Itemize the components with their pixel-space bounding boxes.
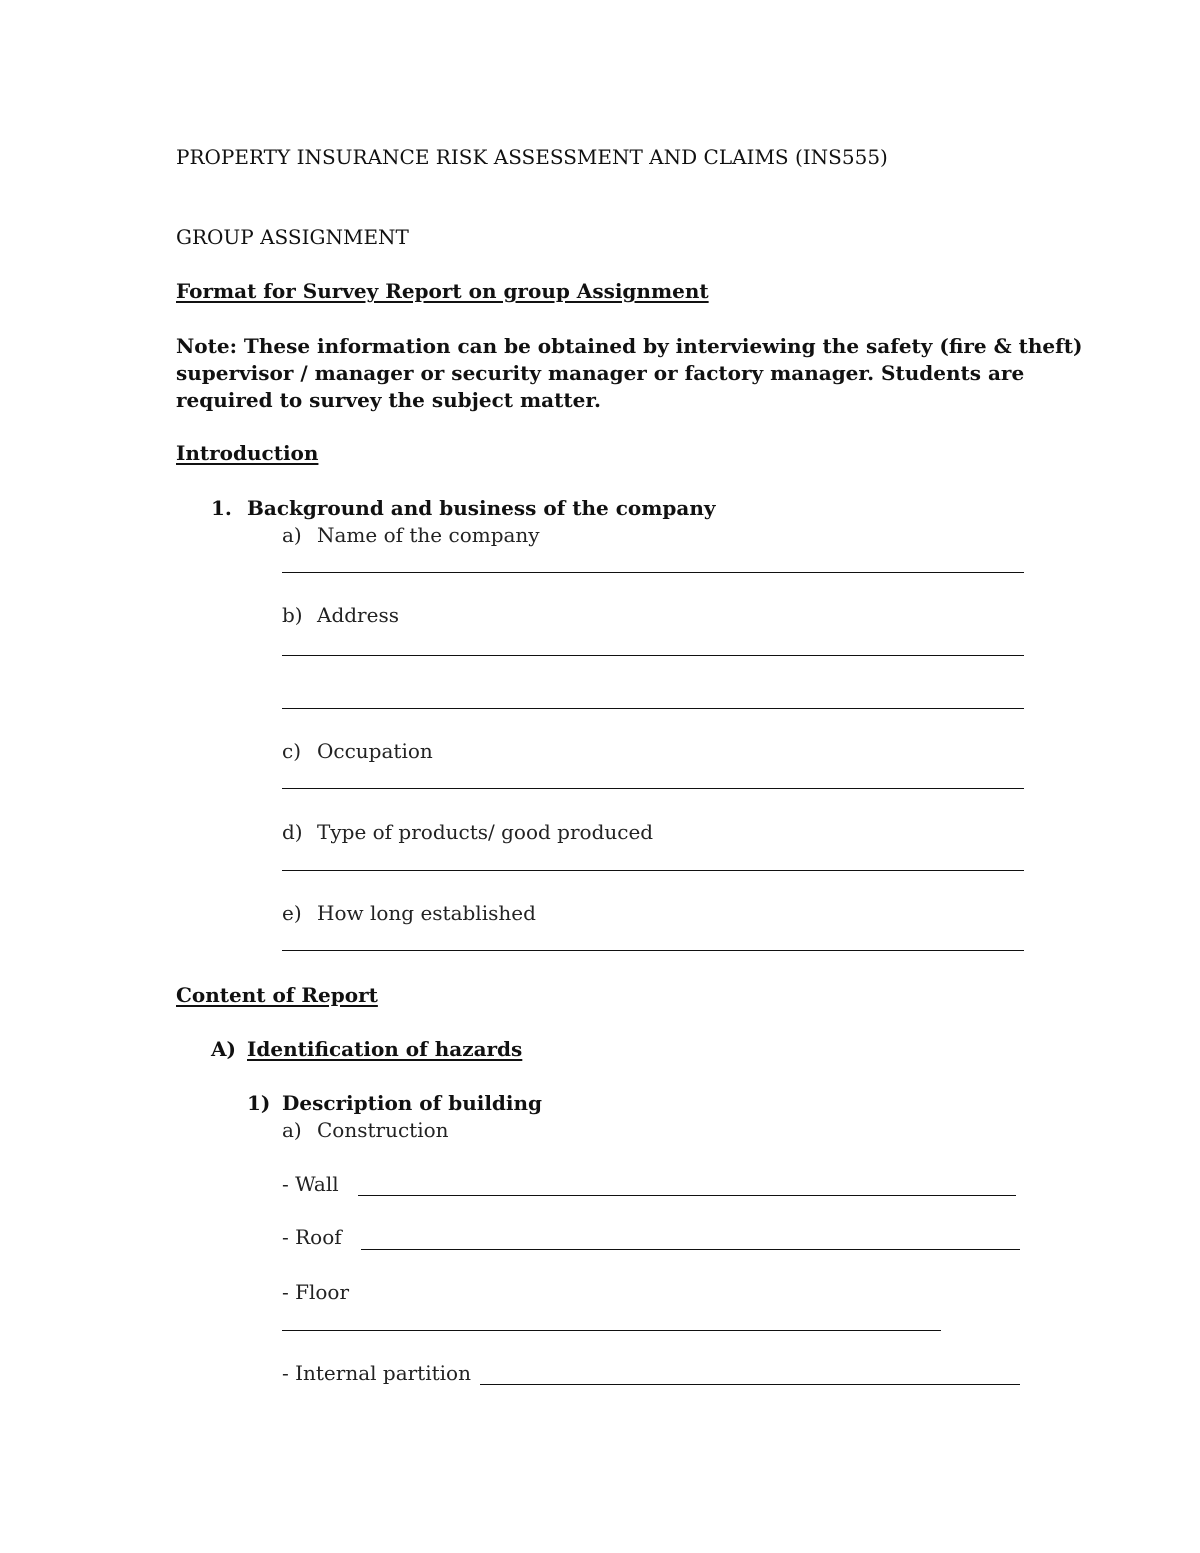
introduction-heading: Introduction (176, 441, 319, 465)
construction-label: Construction (317, 1118, 449, 1142)
assignment-type: GROUP ASSIGNMENT (176, 225, 409, 249)
established-answer-line[interactable] (282, 950, 1024, 951)
address-answer-line-2[interactable] (282, 708, 1024, 709)
note-line-1: Note: These information can be obtained by interviewing the safety (fire & theft) (176, 334, 1083, 358)
course-title: PROPERTY INSURANCE RISK ASSESSMENT AND CLAIMS (INS555) (176, 145, 888, 169)
item-b-marker: b) (282, 603, 303, 627)
format-heading: Format for Survey Report on group Assignment (176, 279, 709, 303)
item-a-marker: a) (282, 523, 302, 547)
wall-answer-line[interactable] (358, 1195, 1016, 1196)
section-1-title: Background and business of the company (247, 496, 716, 520)
construction-marker: a) (282, 1118, 302, 1142)
internal-partition-answer-line[interactable] (480, 1384, 1020, 1385)
item-c-label: Occupation (317, 739, 433, 763)
item-e-label: How long established (317, 901, 536, 925)
content-heading: Content of Report (176, 983, 378, 1007)
item-d-label: Type of products/ good produced (317, 820, 654, 844)
item-c-marker: c) (282, 739, 302, 763)
subsection-1-title: Description of building (282, 1091, 543, 1115)
item-e-marker: e) (282, 901, 302, 925)
floor-label: - Floor (282, 1280, 350, 1304)
section-a-marker: A) (211, 1037, 236, 1061)
company-name-answer-line[interactable] (282, 572, 1024, 573)
note-line-3: required to survey the subject matter. (176, 388, 601, 412)
item-d-marker: d) (282, 820, 303, 844)
wall-label: - Wall (282, 1172, 339, 1196)
roof-label: - Roof (282, 1225, 342, 1249)
subsection-1-marker: 1) (247, 1091, 271, 1115)
note-line-2: supervisor / manager or security manager or factory manager. Students are (176, 361, 1025, 385)
section-1-number: 1. (211, 496, 232, 520)
address-answer-line-1[interactable] (282, 655, 1024, 656)
floor-answer-line[interactable] (282, 1330, 941, 1331)
roof-answer-line[interactable] (361, 1249, 1020, 1250)
products-answer-line[interactable] (282, 870, 1024, 871)
item-a-label: Name of the company (317, 523, 540, 547)
internal-partition-label: - Internal partition (282, 1361, 471, 1385)
section-a-title: Identification of hazards (247, 1037, 523, 1061)
occupation-answer-line[interactable] (282, 788, 1024, 789)
item-b-label: Address (317, 603, 399, 627)
